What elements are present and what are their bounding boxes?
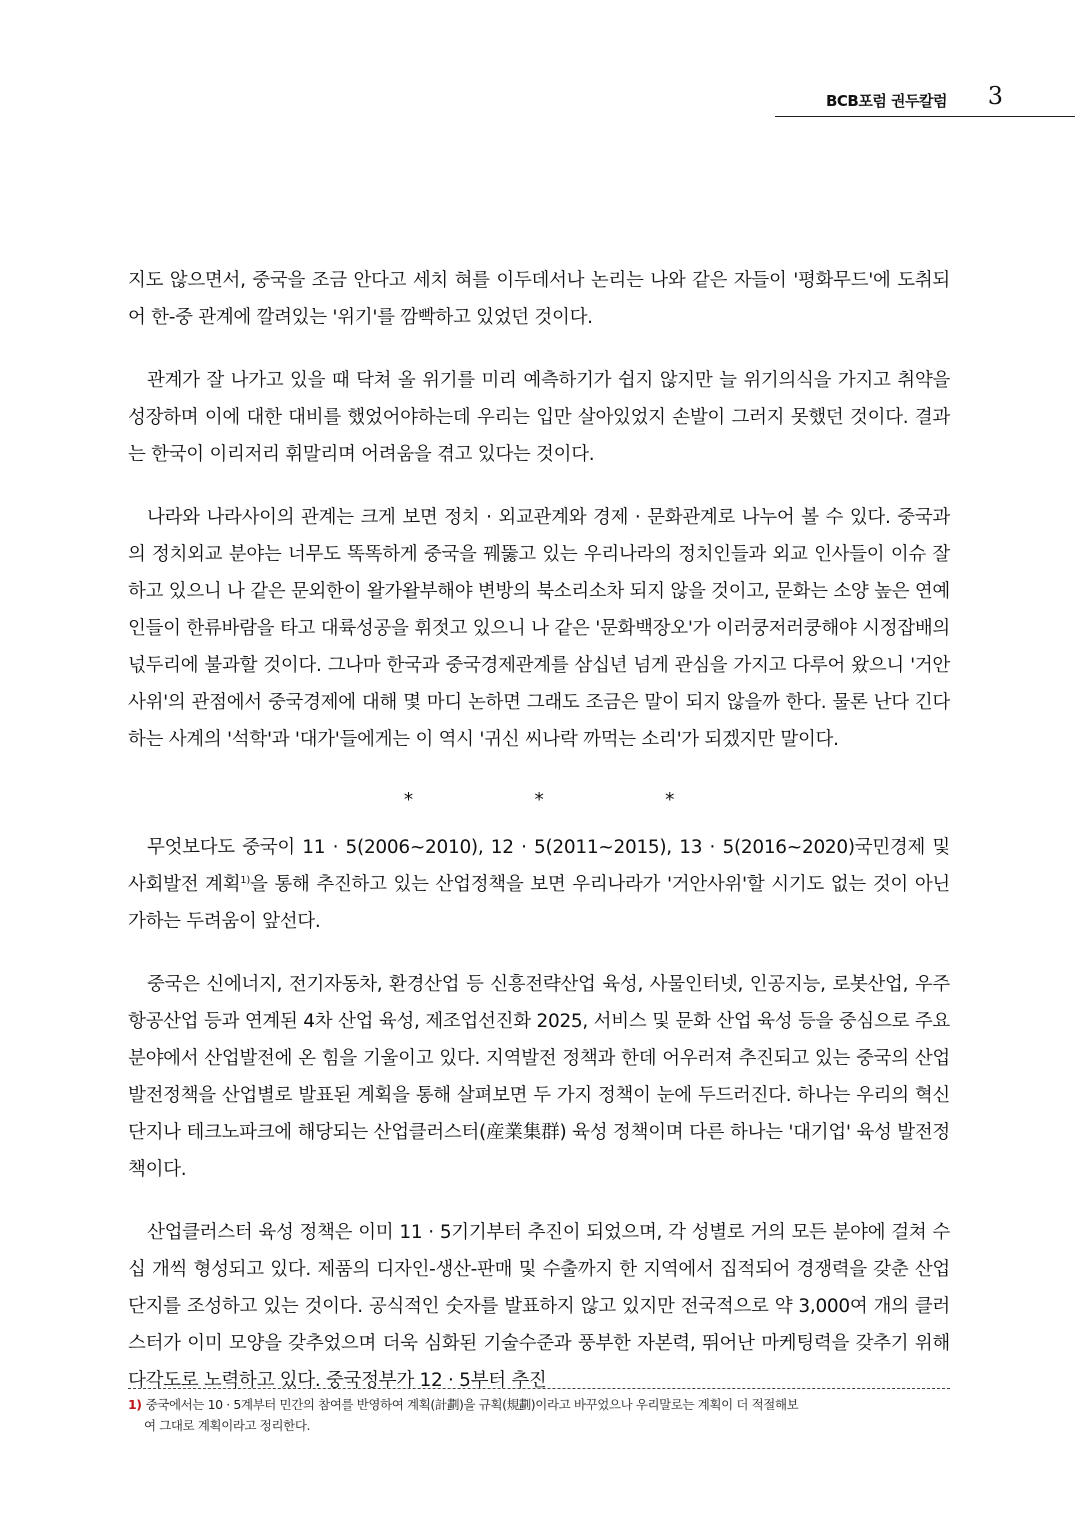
separator-star: * xyxy=(665,790,675,811)
footnote-marker: 1) xyxy=(128,1397,142,1412)
article-body xyxy=(128,262,950,1425)
separator-star: * xyxy=(403,790,413,811)
paragraph-1: 지도 않으면서, 중국을 조금 안다고 세치 혀를 이두데서나 논리는 나와 같은 자들이 '평화무드'에 도취되어 한-중 관계에 깔려있는 '위기'를 깜빡하고 있었던 것이다. xyxy=(128,270,950,328)
footnote-divider xyxy=(128,1388,950,1389)
paragraph-4 xyxy=(128,829,950,940)
column-title: BCB포럼 권두칼럼 xyxy=(825,92,947,110)
footnote-line-1 xyxy=(128,1394,950,1415)
paragraph-6: 산업클러스터 육성 정책은 이미 11 · 5기기부터 추진이 되었으며, 각 성별로 거의 모든 분야에 걸쳐 수십 개씩 형성되고 있다. 제품의 디자인-생산-판매 및 수출까지 한 지역에서 집적되어 경쟁력을 갖춘 산업단지를 조성하고 있는 것이다. 공식적인 숫자를 발표하지 않고 있지만 전국적으로 약 3,000여 개의 클러스터가 이미 모양을 갖추었으며 더욱 심화된 기술수준과 풍부한 자본력, 뛰어난 마케팅력을 갖추기 위해 다각도로 노력하고 있다. 중국정부가 12 · 5부터 추진 xyxy=(128,1222,950,1391)
separator-star: * xyxy=(534,790,544,811)
footnote-reference[interactable]: 1) xyxy=(240,874,250,886)
paragraph-2: 관계가 잘 나가고 있을 때 닥쳐 올 위기를 미리 예측하기가 쉽지 않지만 늘 위기의식을 가지고 취약을 성장하며 이에 대한 대비를 했었어야하는데 우리는 입만 살아있었지 손발이 그러지 못했던 것이다. 결과는 한국이 이리저리 휘말리며 어려움을 겪고 있다는 것이다. xyxy=(128,370,950,465)
paragraph-5: 중국은 신에너지, 전기자동차, 환경산업 등 신흥전략산업 육성, 사물인터넷, 인공지능, 로봇산업, 우주항공산업 등과 연계된 4차 산업 육성, 제조업선진화 2025, 서비스 및 문화 산업 육성 등을 중심으로 주요 분야에서 산업발전에 온 힘을 기울이고 있다. 지역발전 정책과 한데 어우러져 추진되고 있는 중국의 산업발전정책을 산업별로 발표된 계획을 통해 살펴보면 두 가지 정책이 눈에 두드러진다. 하나는 우리의 혁신단지나 테크노파크에 해당되는 산업클러스터(産業集群) 육성 정책이며 다른 하나는 '대기업' 육성 발전정책이다. xyxy=(128,974,950,1180)
footnote xyxy=(128,1394,950,1436)
footnote-text-1: 중국에서는 10 · 5계부터 민간의 참여를 반영하여 계획(計劃)을 규획(規劃)이라고 바꾸었으나 우리말로는 계획이 더 적절해보 xyxy=(145,1397,799,1412)
paragraph-3: 나라와 나라사이의 관계는 크게 보면 정치 · 외교관계와 경제 · 문화관계로 나누어 볼 수 있다. 중국과의 정치외교 분야는 너무도 똑똑하게 중국을 꿰뚫고 있는 우리나라의 정치인들과 외교 인사들이 이슈 잘 하고 있으니 나 같은 문외한이 왈가왈부해야 변방의 북소리소차 되지 않을 것이고, 문화는 소양 높은 연예인들이 한류바람을 타고 대륙성공을 휘젓고 있으니 나 같은 '문화백장오'가 이러쿵저러쿵해야 시정잡배의 넋두리에 불과할 것이다. 그나마 한국과 중국경제관계를 삼십년 넘게 관심을 가지고 다루어 왔으니 '거안사위'의 관점에서 중국경제에 대해 몇 마디 논하면 그래도 조금은 말이 되지 않을까 한다. 물론 난다 긴다 하는 사계의 '석학'과 '대가'들에게는 이 역시 '귀신 씨나락 까먹는 소리'가 되겠지만 말이다. xyxy=(128,507,950,750)
footnote-line-2: 여 그대로 계획이라고 정리한다. xyxy=(144,1418,311,1433)
page-header xyxy=(775,82,1075,117)
section-separator xyxy=(128,782,950,819)
paragraph-4-part-2: 을 통해 추진하고 있는 산업정책을 보면 우리나라가 '거안사위'할 시기도 없는 것이 아닌가하는 두려움이 앞선다. xyxy=(128,874,950,932)
paragraph-4-part-1: 무엇보다도 중국이 11 · 5(2006~2010), 12 · 5(2011~2015), 13 · 5(2016~2020)국민경제 및 사회발전 계획 xyxy=(128,837,950,895)
page-number: 3 xyxy=(987,82,1003,110)
